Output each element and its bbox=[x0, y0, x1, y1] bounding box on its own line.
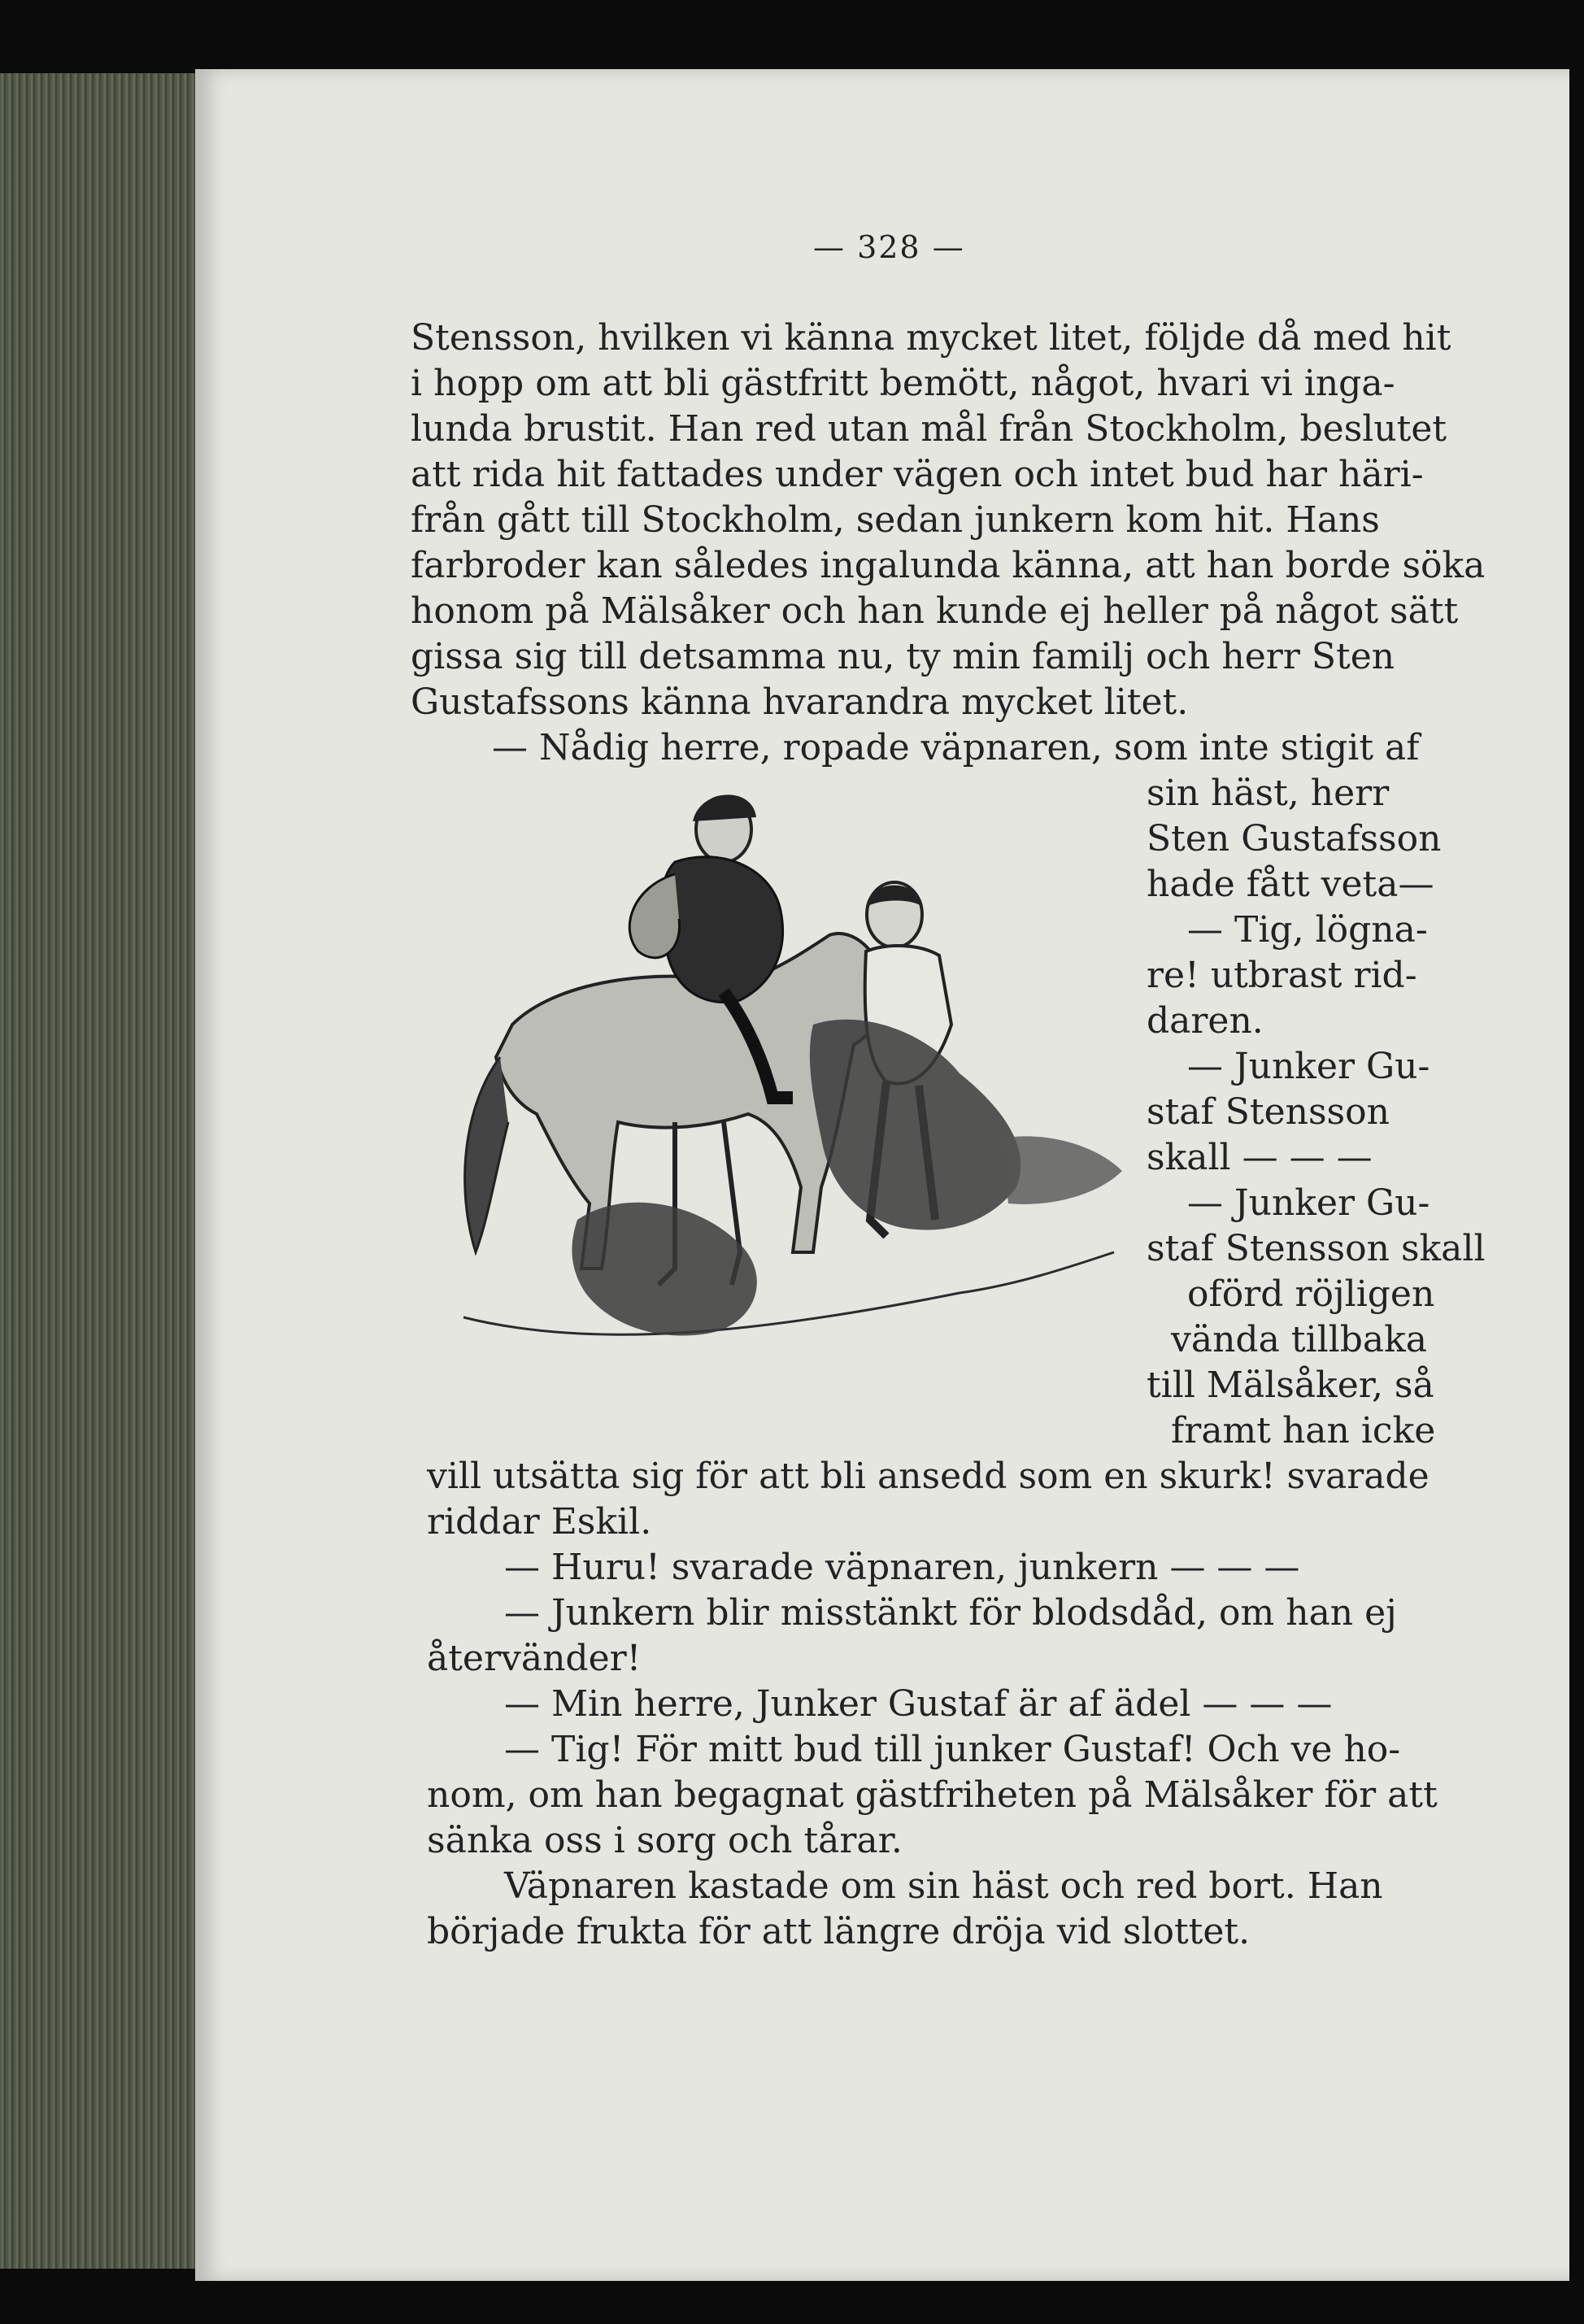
bush bbox=[1000, 1136, 1122, 1204]
text-line: farbroder kan således ingalunda känna, att han borde söka bbox=[411, 545, 1486, 586]
text-line: honom på Mälsåker och han kunde ej heller på något sätt bbox=[411, 590, 1459, 632]
ground bbox=[463, 1252, 1114, 1334]
text-line: vill utsätta sig för att bli ansedd som en skurk! svarade bbox=[427, 1456, 1430, 1497]
text-line: — Junkern blir misstänkt för blodsdåd, om han ej bbox=[504, 1592, 1397, 1634]
text-line: daren. bbox=[1147, 1000, 1264, 1042]
text-line: återvänder! bbox=[427, 1638, 642, 1679]
text-line: vända tillbaka bbox=[1171, 1319, 1428, 1360]
text-line: skall — — — bbox=[1147, 1137, 1373, 1178]
text-line: framt han icke bbox=[1171, 1410, 1436, 1451]
text-line: — Junker Gu- bbox=[1187, 1046, 1430, 1087]
text-line: att rida hit fattades under vägen och intet bud har häri- bbox=[411, 454, 1424, 495]
text-line: staf Stensson bbox=[1147, 1091, 1390, 1133]
horse-rider-illustration bbox=[431, 764, 1147, 1415]
rider-sleeve bbox=[629, 874, 679, 958]
text-line: Sten Gustafsson bbox=[1147, 818, 1442, 860]
text-line: — Huru! svarade väpnaren, junkern — — — bbox=[504, 1547, 1300, 1588]
text-line: i hopp om att bli gästfritt bemött, något, hvari vi inga- bbox=[411, 363, 1395, 404]
text-line: från gått till Stockholm, sedan junkern kom hit. Hans bbox=[411, 499, 1380, 541]
rider-hat bbox=[693, 794, 756, 821]
text-line: — Junker Gu- bbox=[1187, 1182, 1430, 1224]
text-line: staf Stensson skall bbox=[1147, 1228, 1486, 1269]
text-line: nom, om han begagnat gästfriheten på Mälsåker för att bbox=[427, 1774, 1438, 1816]
text-line: Stensson, hvilken vi känna mycket litet, följde då med hit bbox=[411, 317, 1451, 359]
bush bbox=[572, 1203, 756, 1336]
text-line: lunda brustit. Han red utan mål från Stockholm, beslutet bbox=[411, 408, 1447, 450]
text-line: oförd röjligen bbox=[1187, 1273, 1435, 1315]
text-line: riddar Eskil. bbox=[427, 1501, 652, 1543]
text-line: Väpnaren kastade om sin häst och red bort. Han bbox=[504, 1865, 1383, 1907]
page-number: — 328 — bbox=[813, 229, 965, 265]
text-line: — Nådig herre, ropade väpnaren, som inte stigit af bbox=[492, 727, 1420, 768]
text-line: — Tig, lögna- bbox=[1187, 909, 1428, 951]
text-line: hade fått veta— bbox=[1147, 864, 1434, 905]
bush bbox=[810, 1020, 1020, 1230]
text-line: re! utbrast rid- bbox=[1147, 955, 1417, 996]
text-line: gissa sig till detsamma nu, ty min familj och herr Sten bbox=[411, 636, 1395, 677]
text-line: till Mälsåker, så bbox=[1147, 1364, 1434, 1406]
text-line: — Min herre, Junker Gustaf är af ädel — — — bbox=[504, 1683, 1333, 1725]
text-line: Gustafssons känna hvarandra mycket litet. bbox=[411, 681, 1189, 723]
text-line: började frukta för att längre dröja vid slottet. bbox=[427, 1911, 1251, 1952]
book-edge bbox=[0, 73, 203, 2269]
horse-tail bbox=[465, 1057, 508, 1252]
text-line: sänka oss i sorg och tårar. bbox=[427, 1820, 903, 1861]
text-line: sin häst, herr bbox=[1147, 772, 1390, 814]
text-line: — Tig! För mitt bud till junker Gustaf! Och ve ho- bbox=[504, 1729, 1401, 1770]
